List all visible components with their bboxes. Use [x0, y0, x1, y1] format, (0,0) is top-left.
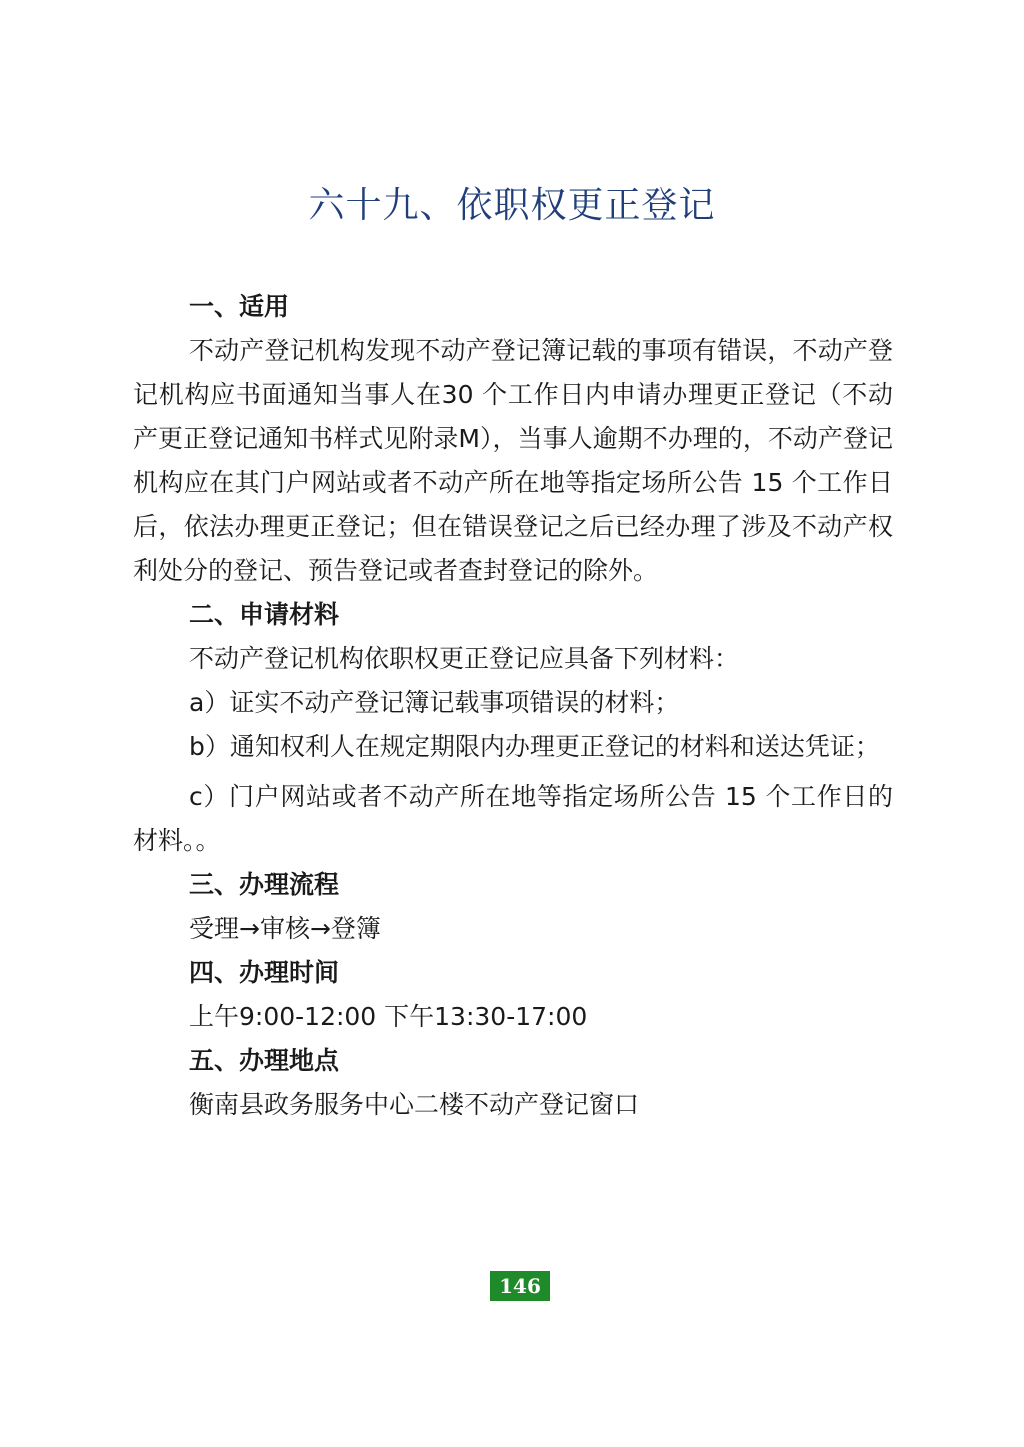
time-text: 上午9:00-12:00 下午13:30-17:00 — [189, 1002, 588, 1031]
location-text: 衡南县政务服务中心二楼不动产登记窗口 — [189, 1090, 640, 1119]
page-title: 六十九、依职权更正登记 — [308, 185, 716, 226]
section-heading-applicable: 一、适用 — [189, 292, 290, 321]
section-paragraph-applicable: 不动产登记机构发现不动产登记簿记载的事项有错误，不动产登记机构应书面通知当事人在30 个工作日内申请办理更正登记（不动产更正登记通知书样式见附录M），当事人逾期不办理的，不动产登记机构应在其门户网站或者不动产所在地等指定场所公告 15 个工作日后，依法办理更正登记；但在错误登记之后已经办理了涉及不动产权利处分的登记、预告登记或者查封登记的除外。 — [133, 336, 893, 585]
page-number-badge: 146 — [490, 1271, 550, 1301]
section-heading-time: 四、办理时间 — [189, 958, 340, 987]
section-heading-process: 三、办理流程 — [189, 870, 340, 899]
document-body — [133, 285, 893, 1127]
section-heading-location: 五、办理地点 — [189, 1046, 340, 1075]
materials-item-b: b）通知权利人在规定期限内办理更正登记的材料和送达凭证； — [189, 732, 880, 761]
materials-item-c: c）门户网站或者不动产所在地等指定场所公告 15 个工作日的材料。。 — [133, 782, 893, 855]
process-text: 受理→审核→登簿 — [189, 914, 381, 943]
materials-intro: 不动产登记机构依职权更正登记应具备下列材料： — [189, 644, 740, 673]
section-heading-materials: 二、申请材料 — [189, 600, 340, 629]
materials-item-a: a）证实不动产登记簿记载事项错误的材料； — [189, 688, 680, 717]
